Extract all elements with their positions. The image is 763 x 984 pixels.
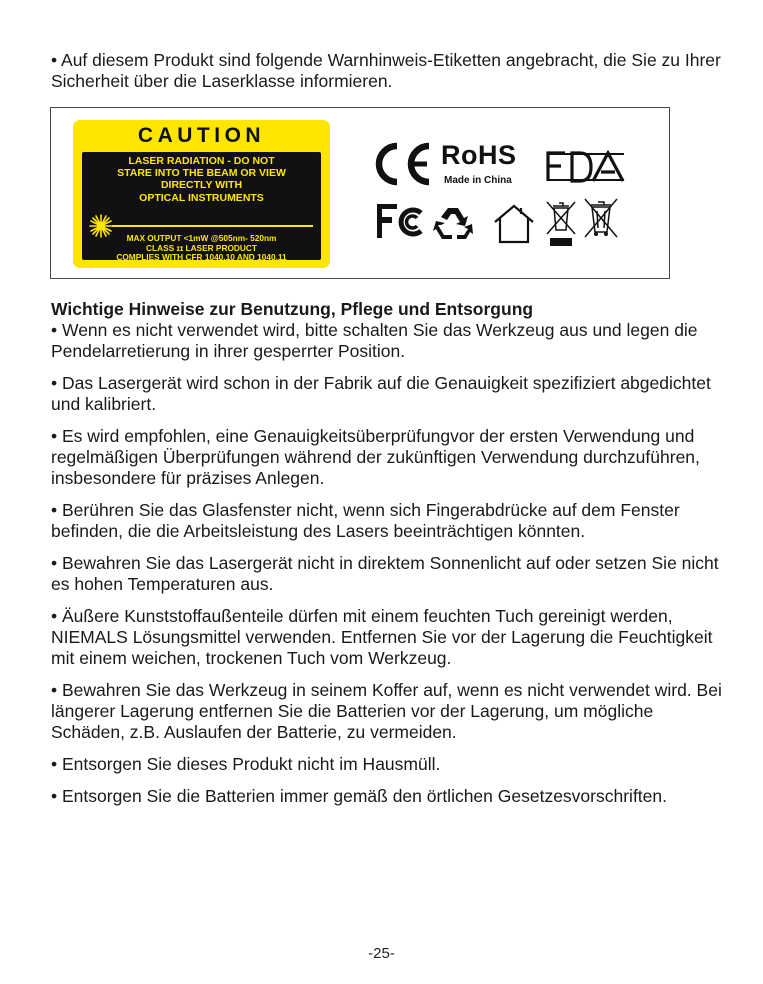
warning-line: STARE INTO THE BEAM OR VIEW [117, 167, 286, 180]
care-instructions-section [51, 299, 731, 807]
page-number: -25- [368, 945, 395, 962]
made-in-china-text: Made in China [444, 175, 512, 186]
laser-caution-label [73, 120, 330, 268]
warning-line: DIRECTLY WITH [160, 179, 243, 192]
warning-label-box [50, 107, 670, 279]
warning-line: LASER RADIATION - DO NOT [128, 155, 275, 167]
fda-logo-icon [545, 150, 627, 184]
crossed-bin-icon [545, 198, 577, 248]
rohs-text: RoHS [441, 140, 517, 170]
caution-warning-text [82, 155, 321, 204]
instruction-item: • Entsorgen Sie die Batterien immer gemäß den örtlichen Gesetzesvorschriften. [51, 786, 667, 806]
crossed-bin-icon [583, 196, 619, 240]
fcc-logo-icon [377, 204, 425, 240]
instruction-item: • Wenn es nicht verwendet wird, bitte schalten Sie das Werkzeug aus und legen die Pendelarretierung in ihrer gesperrter Position. [51, 320, 698, 361]
spec-line: MAX OUTPUT <1mW @505nm- 520nm [126, 233, 277, 243]
instruction-item: • Äußere Kunststoffaußenteile dürfen mit einem feuchten Tuch gereinigt werden, NIEMALS Lösungsmittel verwenden. Entfernen Sie vor der Lagerung die Feuchtigkeit mit einem weichen, trockenen Tuch vom Werkzeug. [51, 606, 713, 668]
instruction-item: • Berühren Sie das Glasfenster nicht, wenn sich Fingerabdrücke auf dem Fenster befinden, die die Arbeitsleistung des Lasers beeinträchtigen könnten. [51, 500, 680, 541]
certification-marks [371, 138, 631, 268]
section-heading: Wichtige Hinweise zur Benutzung, Pflege und Entsorgung [51, 299, 534, 319]
ce-mark-icon [371, 142, 433, 186]
intro-text: • Auf diesem Produkt sind folgende Warnhinweis-Etiketten angebracht, die Sie zu Ihrer Sicherheit über die Laserklasse informieren. [51, 50, 721, 91]
caution-spec-text [82, 234, 321, 263]
caution-title: CAUTION [137, 124, 266, 147]
spec-line: CLASS ɪɪ LASER PRODUCT [146, 242, 257, 253]
recycle-icon [433, 204, 473, 242]
caution-panel [82, 152, 321, 263]
laser-beam-line [112, 225, 313, 227]
warning-line: OPTICAL INSTRUMENTS [139, 191, 264, 204]
instruction-item: • Entsorgen Sie dieses Produkt nicht im Hausmüll. [51, 754, 441, 774]
instruction-item: • Das Lasergerät wird schon in der Fabrik auf die Genauigkeit spezifiziert abgedichtet und kalibriert. [51, 373, 711, 414]
instruction-item: • Bewahren Sie das Lasergerät nicht in direktem Sonnenlicht auf oder setzen Sie nicht es hohen Temperaturen aus. [51, 553, 719, 594]
rohs-mark [441, 142, 525, 190]
instruction-item: • Es wird empfohlen, eine Genauigkeitsüberprüfungvor der ersten Verwendung und regelmäßigen Überprüfungen während der zukünftigen Verwendung durchzuführen, insbesondere für präzises Anlegen. [51, 426, 700, 488]
instruction-item: • Bewahren Sie das Werkzeug in seinem Koffer auf, wenn es nicht verwendet wird. Bei längerer Lagerung entfernen Sie die Batterien vor der Lagerung, um mögliche Schäden, z.B. Auslaufen der Batterie, zu vermeiden. [51, 680, 722, 742]
indoor-use-house-icon [491, 202, 537, 244]
spec-line: COMPLIES WITH CFR 1040.10 AND 1040.11 [116, 252, 287, 263]
